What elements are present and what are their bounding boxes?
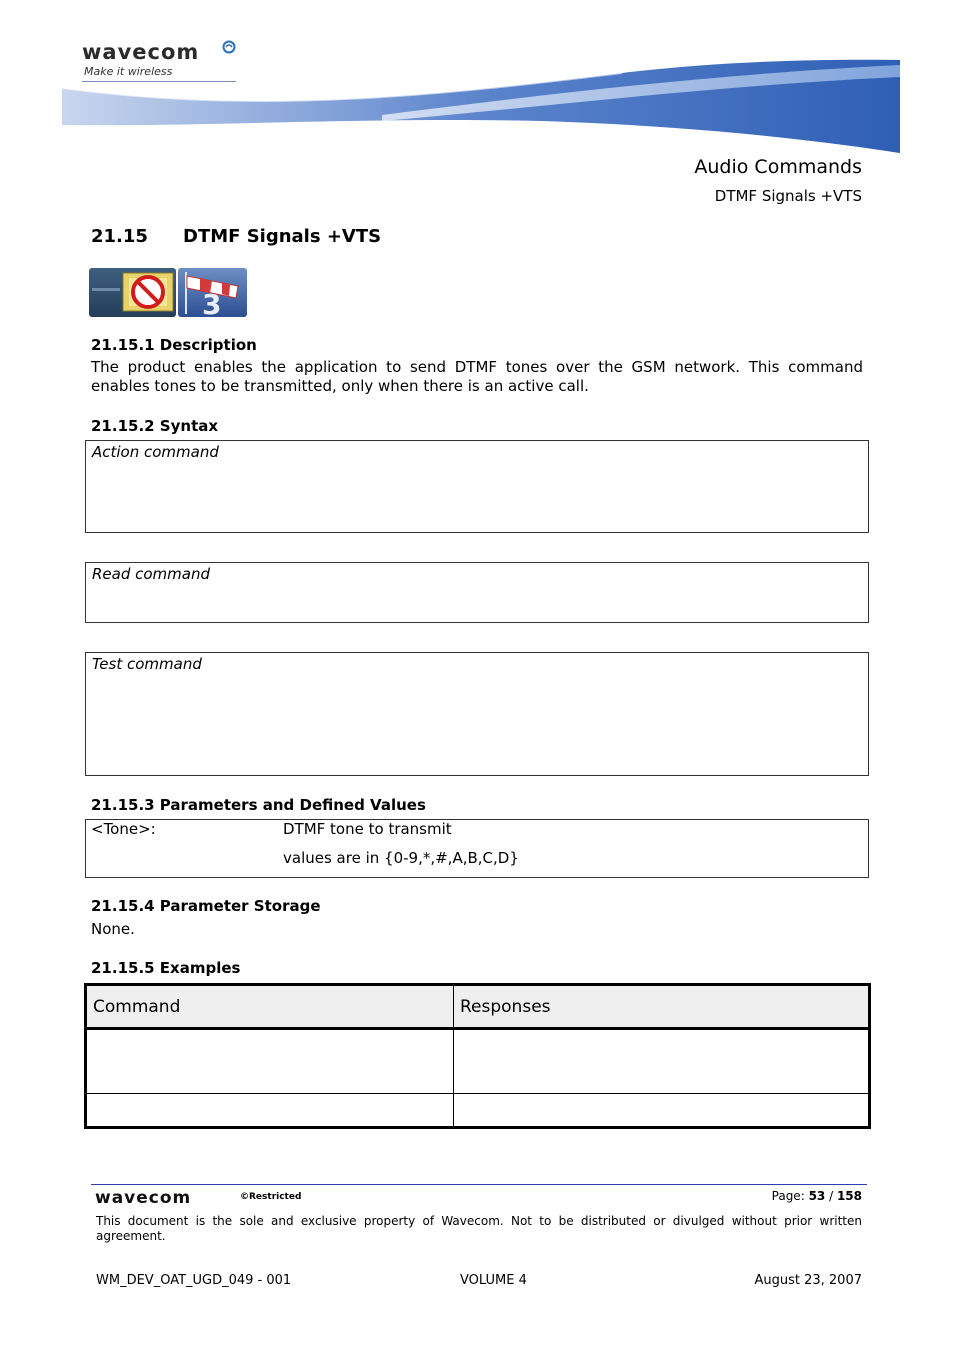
section-subtitle: DTMF Signals +VTS <box>714 187 862 205</box>
tagline: Make it wireless <box>84 65 173 78</box>
wavecom-swirl-icon <box>222 40 236 54</box>
footer-wavecom-logo: wavecom <box>95 1188 192 1208</box>
col-responses-header: Responses <box>454 985 870 1029</box>
parameters-heading: 21.15.3 Parameters and Defined Values <box>91 796 426 814</box>
description-heading: 21.15.1 Description <box>91 336 257 354</box>
table-cell <box>454 1094 870 1128</box>
test-command-box <box>85 652 869 776</box>
wavecom-logo: wavecom <box>82 40 200 64</box>
volume-label: VOLUME 4 <box>460 1273 527 1288</box>
sim-3-badge <box>178 268 247 317</box>
test-command-label: Test command <box>92 655 202 673</box>
table-row <box>86 1029 870 1094</box>
examples-header-row <box>86 985 870 1029</box>
svg-text:3: 3 <box>202 288 222 317</box>
action-command-box <box>85 440 869 533</box>
restricted-label: ©Restricted <box>240 1192 302 1202</box>
section-number: 21.15 <box>91 226 148 247</box>
table-cell <box>86 1094 454 1128</box>
section-heading <box>91 226 381 247</box>
storage-heading: 21.15.4 Parameter Storage <box>91 897 321 915</box>
syntax-heading: 21.15.2 Syntax <box>91 417 219 435</box>
footer-rule <box>91 1184 867 1185</box>
page-indicator <box>772 1189 862 1203</box>
action-command-label: Action command <box>92 443 219 461</box>
section-title: DTMF Signals +VTS <box>183 226 382 247</box>
examples-heading: 21.15.5 Examples <box>91 959 241 977</box>
page-separator: / <box>825 1189 837 1203</box>
page-total: 158 <box>836 1189 862 1203</box>
document-reference: WM_DEV_OAT_UGD_049 - 001 <box>96 1273 292 1288</box>
page-label: Page: <box>771 1189 809 1203</box>
param-tone-values: values are in {0-9,*,#,A,B,C,D} <box>283 849 519 867</box>
document-date: August 23, 2007 <box>754 1273 862 1288</box>
read-command-label: Read command <box>92 565 211 583</box>
page-current: 53 <box>808 1189 826 1203</box>
description-text: The product enables the application to send DTMF tones over the GSM network. This command enables tones to be transmitted, only when there is an active call. <box>91 358 863 395</box>
pin-required-blocked-icon <box>89 268 176 317</box>
read-command-box <box>85 562 869 623</box>
storage-text: None. <box>91 920 135 938</box>
table-cell <box>454 1029 870 1094</box>
pin-required-badge <box>89 268 176 317</box>
header-wave-banner <box>62 55 900 155</box>
param-tone-name: <Tone>: <box>91 820 156 838</box>
param-tone-description: DTMF tone to transmit <box>283 820 452 838</box>
col-command-header: Command <box>86 985 454 1029</box>
table-row <box>86 1094 870 1128</box>
chapter-title: Audio Commands <box>694 156 862 178</box>
windsock-3-icon <box>178 268 247 317</box>
table-cell <box>86 1029 454 1094</box>
examples-table <box>84 983 871 1129</box>
footer-notice: This document is the sole and exclusive property of Wavecom. Not to be distributed or divulged without prior written agreement. <box>96 1214 862 1243</box>
